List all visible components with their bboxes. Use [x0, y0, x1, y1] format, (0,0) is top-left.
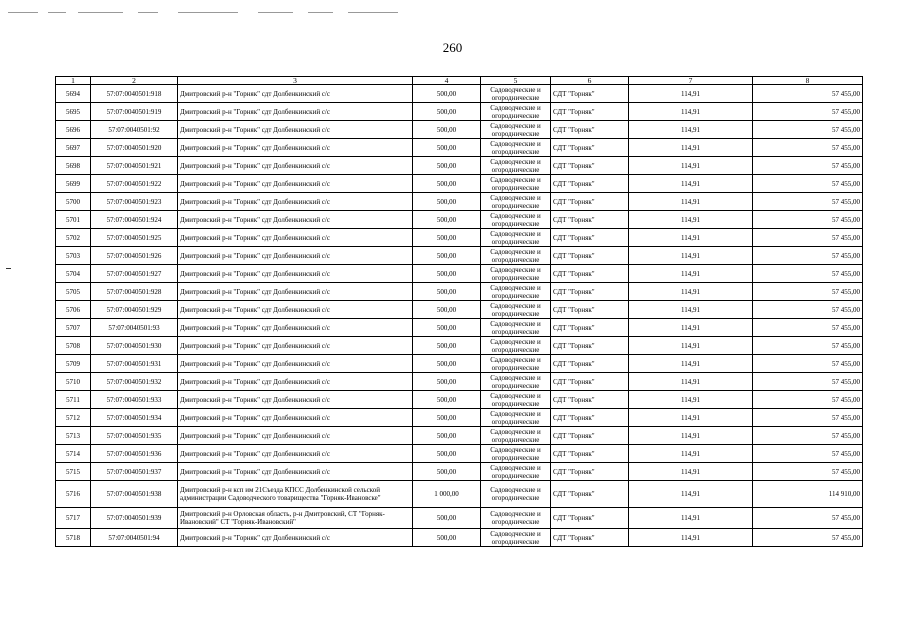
land-use-cell: Садоводческие и огороднические — [481, 373, 551, 391]
owner-cell: СДТ "Горняк" — [551, 409, 629, 427]
area-cell: 500,00 — [413, 355, 481, 373]
table-row — [56, 229, 863, 247]
table-row — [56, 193, 863, 211]
owner-cell: СДТ "Горняк" — [551, 193, 629, 211]
owner-cell: СДТ "Горняк" — [551, 175, 629, 193]
column-header-5: 5 — [481, 77, 551, 85]
unit-price-cell: 114,91 — [629, 175, 753, 193]
row-number-cell: 5703 — [56, 247, 91, 265]
owner-cell: СДТ "Горняк" — [551, 319, 629, 337]
cadastral-number-cell: 57:07:0040501:932 — [91, 373, 178, 391]
owner-cell: СДТ "Горняк" — [551, 337, 629, 355]
area-cell: 500,00 — [413, 319, 481, 337]
cadastral-value-cell: 57 455,00 — [753, 265, 863, 283]
table-row — [56, 445, 863, 463]
owner-cell: СДТ "Горняк" — [551, 103, 629, 121]
row-number-cell: 5698 — [56, 157, 91, 175]
cadastral-value-cell: 57 455,00 — [753, 373, 863, 391]
owner-cell: СДТ "Горняк" — [551, 157, 629, 175]
row-number-cell: 5696 — [56, 121, 91, 139]
table-row — [56, 301, 863, 319]
area-cell: 500,00 — [413, 121, 481, 139]
cadastral-value-cell: 57 455,00 — [753, 445, 863, 463]
table-row — [56, 157, 863, 175]
cadastral-number-cell: 57:07:0040501:928 — [91, 283, 178, 301]
land-use-cell: Садоводческие и огороднические — [481, 463, 551, 481]
address-cell: Дмитровский р-н "Горняк" сдт Долбенкинский с/с — [178, 265, 413, 283]
cadastral-value-cell: 57 455,00 — [753, 301, 863, 319]
row-number-cell: 5705 — [56, 283, 91, 301]
table-row — [56, 211, 863, 229]
cadastral-number-cell: 57:07:0040501:925 — [91, 229, 178, 247]
row-number-cell: 5707 — [56, 319, 91, 337]
address-cell: Дмитровский р-н "Горняк" сдт Долбенкинский с/с — [178, 391, 413, 409]
table-row — [56, 463, 863, 481]
area-cell: 500,00 — [413, 301, 481, 319]
cadastral-value-cell: 57 455,00 — [753, 229, 863, 247]
cadastral-value-cell: 57 455,00 — [753, 175, 863, 193]
area-cell: 500,00 — [413, 211, 481, 229]
area-cell: 500,00 — [413, 157, 481, 175]
land-use-cell: Садоводческие и огороднические — [481, 337, 551, 355]
land-use-cell: Садоводческие и огороднические — [481, 427, 551, 445]
row-number-cell: 5715 — [56, 463, 91, 481]
land-use-cell: Садоводческие и огороднические — [481, 157, 551, 175]
address-cell: Дмитровский р-н "Горняк" сдт Долбенкинский с/с — [178, 193, 413, 211]
table-row — [56, 103, 863, 121]
unit-price-cell: 114,91 — [629, 319, 753, 337]
cadastral-number-cell: 57:07:0040501:936 — [91, 445, 178, 463]
cadastral-number-cell: 57:07:0040501:918 — [91, 85, 178, 103]
land-use-cell: Садоводческие и огороднические — [481, 409, 551, 427]
column-header-1: 1 — [56, 77, 91, 85]
land-use-cell: Садоводческие и огороднические — [481, 247, 551, 265]
cadastral-number-cell: 57:07:0040501:937 — [91, 463, 178, 481]
cadastral-number-cell: 57:07:0040501:934 — [91, 409, 178, 427]
unit-price-cell: 114,91 — [629, 157, 753, 175]
row-number-cell: 5697 — [56, 139, 91, 157]
land-use-cell: Садоводческие и огороднические — [481, 175, 551, 193]
cadastral-value-cell: 57 455,00 — [753, 391, 863, 409]
header-row — [56, 77, 863, 85]
owner-cell: СДТ "Горняк" — [551, 85, 629, 103]
owner-cell: СДТ "Горняк" — [551, 247, 629, 265]
cadastral-value-cell: 57 455,00 — [753, 103, 863, 121]
cadastral-value-cell: 57 455,00 — [753, 247, 863, 265]
land-use-cell: Садоводческие и огороднические — [481, 211, 551, 229]
row-number-cell: 5717 — [56, 508, 91, 529]
cadastral-value-cell: 57 455,00 — [753, 337, 863, 355]
row-number-cell: 5709 — [56, 355, 91, 373]
table-row — [56, 337, 863, 355]
area-cell: 500,00 — [413, 283, 481, 301]
cadastral-number-cell: 57:07:0040501:929 — [91, 301, 178, 319]
row-number-cell: 5711 — [56, 391, 91, 409]
area-cell: 500,00 — [413, 409, 481, 427]
cadastral-value-cell: 57 455,00 — [753, 463, 863, 481]
cadastral-value-cell: 57 455,00 — [753, 139, 863, 157]
unit-price-cell: 114,91 — [629, 301, 753, 319]
owner-cell: СДТ "Горняк" — [551, 229, 629, 247]
cadastral-number-cell: 57:07:0040501:926 — [91, 247, 178, 265]
unit-price-cell: 114,91 — [629, 481, 753, 508]
land-use-cell: Садоводческие и огороднические — [481, 229, 551, 247]
owner-cell: СДТ "Горняк" — [551, 121, 629, 139]
area-cell: 500,00 — [413, 103, 481, 121]
land-use-cell: Садоводческие и огороднические — [481, 283, 551, 301]
row-number-cell: 5694 — [56, 85, 91, 103]
cadastral-value-cell: 57 455,00 — [753, 157, 863, 175]
unit-price-cell: 114,91 — [629, 355, 753, 373]
column-header-8: 8 — [753, 77, 863, 85]
table-body — [56, 85, 863, 547]
row-number-cell: 5708 — [56, 337, 91, 355]
scan-artifact — [8, 8, 448, 18]
table-row — [56, 247, 863, 265]
cadastral-value-cell: 57 455,00 — [753, 508, 863, 529]
cadastral-number-cell: 57:07:0040501:933 — [91, 391, 178, 409]
unit-price-cell: 114,91 — [629, 103, 753, 121]
column-header-7: 7 — [629, 77, 753, 85]
unit-price-cell: 114,91 — [629, 529, 753, 547]
unit-price-cell: 114,91 — [629, 427, 753, 445]
cadastral-number-cell: 57:07:0040501:920 — [91, 139, 178, 157]
address-cell: Дмитровский р-н "Горняк" сдт Долбенкинский с/с — [178, 103, 413, 121]
cadastral-number-cell: 57:07:0040501:94 — [91, 529, 178, 547]
area-cell: 500,00 — [413, 175, 481, 193]
owner-cell: СДТ "Горняк" — [551, 373, 629, 391]
cadastral-value-cell: 57 455,00 — [753, 211, 863, 229]
table-row — [56, 175, 863, 193]
column-header-6: 6 — [551, 77, 629, 85]
land-use-cell: Садоводческие и огороднические — [481, 103, 551, 121]
table-row — [56, 508, 863, 529]
unit-price-cell: 114,91 — [629, 337, 753, 355]
land-use-cell: Садоводческие и огороднические — [481, 193, 551, 211]
unit-price-cell: 114,91 — [629, 139, 753, 157]
row-number-cell: 5710 — [56, 373, 91, 391]
address-cell: Дмитровский р-н "Горняк" сдт Долбенкинский с/с — [178, 445, 413, 463]
area-cell: 500,00 — [413, 427, 481, 445]
owner-cell: СДТ "Горняк" — [551, 481, 629, 508]
area-cell: 500,00 — [413, 508, 481, 529]
row-number-cell: 5701 — [56, 211, 91, 229]
unit-price-cell: 114,91 — [629, 121, 753, 139]
address-cell: Дмитровский р-н "Горняк" сдт Долбенкинский с/с — [178, 355, 413, 373]
owner-cell: СДТ "Горняк" — [551, 445, 629, 463]
table-row — [56, 427, 863, 445]
land-use-cell: Садоводческие и огороднические — [481, 139, 551, 157]
unit-price-cell: 114,91 — [629, 283, 753, 301]
scan-mark — [6, 268, 11, 269]
table-row — [56, 355, 863, 373]
page-number: 260 — [442, 40, 463, 55]
table-row — [56, 391, 863, 409]
cadastral-value-cell: 57 455,00 — [753, 193, 863, 211]
land-use-cell: Садоводческие и огороднические — [481, 121, 551, 139]
area-cell: 500,00 — [413, 373, 481, 391]
unit-price-cell: 114,91 — [629, 409, 753, 427]
cadastral-value-cell: 57 455,00 — [753, 409, 863, 427]
area-cell: 500,00 — [413, 529, 481, 547]
unit-price-cell: 114,91 — [629, 463, 753, 481]
land-use-cell: Садоводческие и огороднические — [481, 508, 551, 529]
row-number-cell: 5699 — [56, 175, 91, 193]
address-cell: Дмитровский р-н "Горняк" сдт Долбенкинский с/с — [178, 157, 413, 175]
cadastral-value-cell: 57 455,00 — [753, 427, 863, 445]
table-row — [56, 85, 863, 103]
land-use-cell: Садоводческие и огороднические — [481, 85, 551, 103]
column-header-2: 2 — [91, 77, 178, 85]
unit-price-cell: 114,91 — [629, 265, 753, 283]
table-row — [56, 319, 863, 337]
address-cell: Дмитровский р-н "Горняк" сдт Долбенкинский с/с — [178, 211, 413, 229]
address-cell: Дмитровский р-н "Горняк" сдт Долбенкинский с/с — [178, 301, 413, 319]
unit-price-cell: 114,91 — [629, 391, 753, 409]
area-cell: 500,00 — [413, 193, 481, 211]
cadastral-number-cell: 57:07:0040501:92 — [91, 121, 178, 139]
unit-price-cell: 114,91 — [629, 508, 753, 529]
owner-cell: СДТ "Горняк" — [551, 391, 629, 409]
row-number-cell: 5716 — [56, 481, 91, 508]
address-cell: Дмитровский р-н Орловская область, р-н Дмитровский, СТ "Горняк-Ивановский" СТ "Горняк-Ивановский" — [178, 508, 413, 529]
row-number-cell: 5704 — [56, 265, 91, 283]
owner-cell: СДТ "Горняк" — [551, 529, 629, 547]
row-number-cell: 5713 — [56, 427, 91, 445]
address-cell: Дмитровский р-н "Горняк" сдт Долбенкинский с/с — [178, 463, 413, 481]
cadastral-number-cell: 57:07:0040501:93 — [91, 319, 178, 337]
area-cell: 500,00 — [413, 229, 481, 247]
address-cell: Дмитровский р-н "Горняк" сдт Долбенкинский с/с — [178, 373, 413, 391]
land-use-cell: Садоводческие и огороднические — [481, 265, 551, 283]
cadastral-value-cell: 114 910,00 — [753, 481, 863, 508]
row-number-cell: 5706 — [56, 301, 91, 319]
row-number-cell: 5718 — [56, 529, 91, 547]
cadastral-number-cell: 57:07:0040501:922 — [91, 175, 178, 193]
area-cell: 500,00 — [413, 139, 481, 157]
unit-price-cell: 114,91 — [629, 247, 753, 265]
unit-price-cell: 114,91 — [629, 193, 753, 211]
cadastral-number-cell: 57:07:0040501:924 — [91, 211, 178, 229]
address-cell: Дмитровский р-н "Горняк" сдт Долбенкинский с/с — [178, 283, 413, 301]
land-register-table — [55, 76, 863, 547]
area-cell: 500,00 — [413, 85, 481, 103]
land-use-cell: Садоводческие и огороднические — [481, 301, 551, 319]
cadastral-value-cell: 57 455,00 — [753, 121, 863, 139]
cadastral-value-cell: 57 455,00 — [753, 529, 863, 547]
row-number-cell: 5695 — [56, 103, 91, 121]
owner-cell: СДТ "Горняк" — [551, 355, 629, 373]
owner-cell: СДТ "Горняк" — [551, 283, 629, 301]
table-row — [56, 265, 863, 283]
land-use-cell: Садоводческие и огороднические — [481, 355, 551, 373]
cadastral-number-cell: 57:07:0040501:927 — [91, 265, 178, 283]
owner-cell: СДТ "Горняк" — [551, 508, 629, 529]
owner-cell: СДТ "Горняк" — [551, 427, 629, 445]
table-row — [56, 139, 863, 157]
address-cell: Дмитровский р-н "Горняк" сдт Долбенкинский с/с — [178, 139, 413, 157]
table-row — [56, 121, 863, 139]
area-cell: 500,00 — [413, 247, 481, 265]
unit-price-cell: 114,91 — [629, 445, 753, 463]
cadastral-value-cell: 57 455,00 — [753, 355, 863, 373]
owner-cell: СДТ "Горняк" — [551, 463, 629, 481]
area-cell: 500,00 — [413, 463, 481, 481]
cadastral-number-cell: 57:07:0040501:919 — [91, 103, 178, 121]
row-number-cell: 5700 — [56, 193, 91, 211]
cadastral-number-cell: 57:07:0040501:931 — [91, 355, 178, 373]
row-number-cell: 5714 — [56, 445, 91, 463]
address-cell: Дмитровский р-н "Горняк" сдт Долбенкинский с/с — [178, 85, 413, 103]
cadastral-value-cell: 57 455,00 — [753, 283, 863, 301]
land-use-cell: Садоводческие и огороднические — [481, 319, 551, 337]
table-row — [56, 373, 863, 391]
owner-cell: СДТ "Горняк" — [551, 265, 629, 283]
cadastral-number-cell: 57:07:0040501:921 — [91, 157, 178, 175]
table-row — [56, 409, 863, 427]
land-use-cell: Садоводческие и огороднические — [481, 481, 551, 508]
cadastral-number-cell: 57:07:0040501:938 — [91, 481, 178, 508]
unit-price-cell: 114,91 — [629, 373, 753, 391]
table-row — [56, 529, 863, 547]
table-row — [56, 481, 863, 508]
address-cell: Дмитровский р-н "Горняк" сдт Долбенкинский с/с — [178, 427, 413, 445]
area-cell: 500,00 — [413, 445, 481, 463]
column-header-4: 4 — [413, 77, 481, 85]
address-cell: Дмитровский р-н "Горняк" сдт Долбенкинский с/с — [178, 409, 413, 427]
area-cell: 500,00 — [413, 391, 481, 409]
area-cell: 500,00 — [413, 337, 481, 355]
owner-cell: СДТ "Горняк" — [551, 301, 629, 319]
address-cell: Дмитровский р-н "Горняк" сдт Долбенкинский с/с — [178, 529, 413, 547]
land-use-cell: Садоводческие и огороднические — [481, 391, 551, 409]
cadastral-number-cell: 57:07:0040501:935 — [91, 427, 178, 445]
land-use-cell: Садоводческие и огороднические — [481, 445, 551, 463]
address-cell: Дмитровский р-н "Горняк" сдт Долбенкинский с/с — [178, 247, 413, 265]
owner-cell: СДТ "Горняк" — [551, 139, 629, 157]
row-number-cell: 5712 — [56, 409, 91, 427]
cadastral-value-cell: 57 455,00 — [753, 319, 863, 337]
area-cell: 1 000,00 — [413, 481, 481, 508]
address-cell: Дмитровский р-н ксп им 21Съезда КПСС Долбенкинской сельской администрации Садоводческого товарищества "Горняк-Ивановске" — [178, 481, 413, 508]
unit-price-cell: 114,91 — [629, 211, 753, 229]
row-number-cell: 5702 — [56, 229, 91, 247]
owner-cell: СДТ "Горняк" — [551, 211, 629, 229]
cadastral-number-cell: 57:07:0040501:930 — [91, 337, 178, 355]
column-header-3: 3 — [178, 77, 413, 85]
table-row — [56, 283, 863, 301]
unit-price-cell: 114,91 — [629, 229, 753, 247]
cadastral-number-cell: 57:07:0040501:939 — [91, 508, 178, 529]
unit-price-cell: 114,91 — [629, 85, 753, 103]
cadastral-value-cell: 57 455,00 — [753, 85, 863, 103]
cadastral-number-cell: 57:07:0040501:923 — [91, 193, 178, 211]
address-cell: Дмитровский р-н "Горняк" сдт Долбенкинский с/с — [178, 229, 413, 247]
address-cell: Дмитровский р-н "Горняк" сдт Долбенкинский с/с — [178, 175, 413, 193]
address-cell: Дмитровский р-н "Горняк" сдт Долбенкинский с/с — [178, 121, 413, 139]
address-cell: Дмитровский р-н "Горняк" сдт Долбенкинский с/с — [178, 319, 413, 337]
address-cell: Дмитровский р-н "Горняк" сдт Долбенкинский с/с — [178, 337, 413, 355]
land-use-cell: Садоводческие и огороднические — [481, 529, 551, 547]
area-cell: 500,00 — [413, 265, 481, 283]
